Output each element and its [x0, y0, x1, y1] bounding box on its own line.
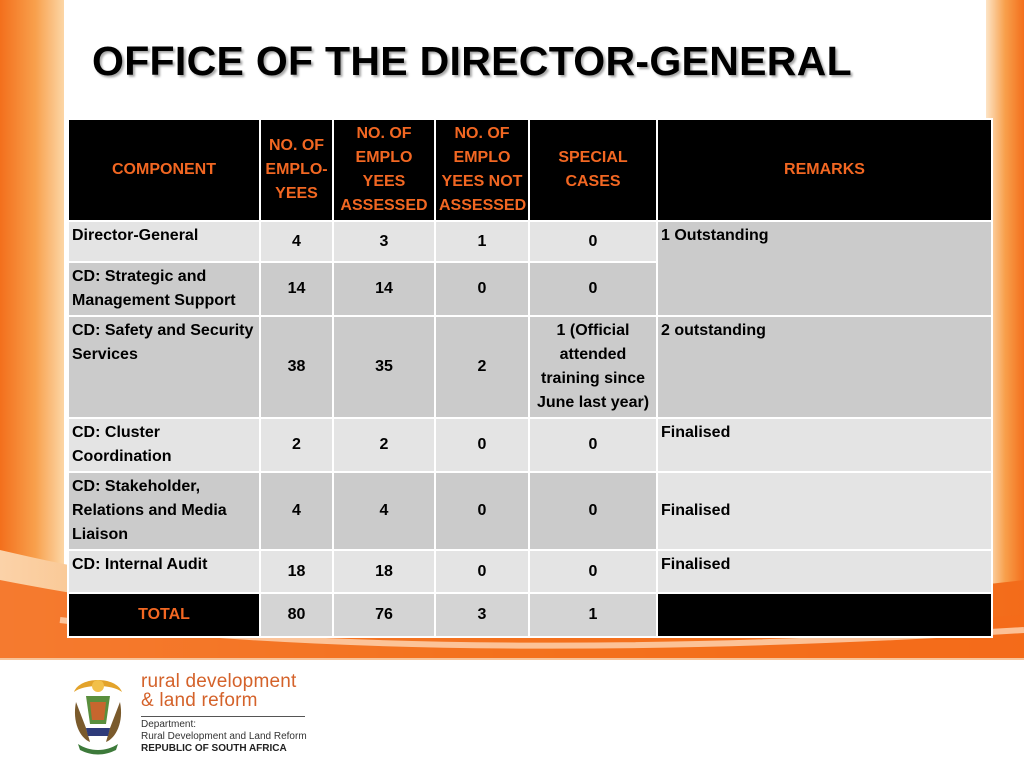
- department-label: Department:: [141, 719, 197, 730]
- header-remarks: REMARKS: [657, 119, 992, 221]
- component-cell: CD: Cluster Coordination: [68, 418, 260, 472]
- header-component: COMPONENT: [68, 119, 260, 221]
- total-not-assessed: 3: [435, 593, 529, 637]
- brand-line-1: rural development: [141, 671, 297, 692]
- not-assessed-cell: 1: [435, 221, 529, 262]
- total-employees: 80: [260, 593, 333, 637]
- table-row: [68, 550, 992, 593]
- not-assessed-cell: 0: [435, 418, 529, 472]
- employees-cell: 18: [260, 550, 333, 593]
- table-row: [68, 316, 992, 418]
- header-assessed: NO. OF EMPLO YEES ASSESSED: [333, 119, 435, 221]
- remarks-cell: Finalised: [657, 550, 992, 593]
- total-row: [68, 593, 992, 637]
- employees-cell: 38: [260, 316, 333, 418]
- employees-cell: 2: [260, 418, 333, 472]
- table-row: [68, 418, 992, 472]
- remarks-cell: 2 outstanding: [657, 316, 992, 418]
- assessed-cell: 14: [333, 262, 435, 316]
- employees-cell: 4: [260, 221, 333, 262]
- employees-cell: 4: [260, 472, 333, 550]
- department-name: Rural Development and Land Reform: [141, 731, 307, 742]
- total-remarks-blank: [657, 593, 992, 637]
- department-branding: [141, 672, 307, 755]
- country-name: REPUBLIC OF SOUTH AFRICA: [141, 743, 287, 754]
- page-title: OFFICE OF THE DIRECTOR-GENERAL: [92, 38, 852, 84]
- not-assessed-cell: 0: [435, 262, 529, 316]
- component-cell: CD: Strategic and Management Support: [68, 262, 260, 316]
- remarks-cell: Finalised: [657, 418, 992, 472]
- not-assessed-cell: 2: [435, 316, 529, 418]
- special-cases-cell: 0: [529, 221, 657, 262]
- special-cases-cell: 0: [529, 418, 657, 472]
- table-row: [68, 472, 992, 550]
- table-row: [68, 221, 992, 262]
- component-cell: Director-General: [68, 221, 260, 262]
- not-assessed-cell: 0: [435, 550, 529, 593]
- brand-line-2: & land reform: [141, 690, 258, 711]
- component-cell: CD: Internal Audit: [68, 550, 260, 593]
- assessed-cell: 2: [333, 418, 435, 472]
- remarks-cell: 1 Outstanding: [657, 221, 992, 316]
- employee-assessment-table: [67, 118, 993, 638]
- remarks-cell: Finalised: [657, 472, 992, 550]
- special-cases-cell: 1 (Official attended training since June last year): [529, 316, 657, 418]
- assessed-cell: 3: [333, 221, 435, 262]
- component-cell: CD: Stakeholder, Relations and Media Liaison: [68, 472, 260, 550]
- assessed-cell: 35: [333, 316, 435, 418]
- total-special-cases: 1: [529, 593, 657, 637]
- total-label: TOTAL: [68, 593, 260, 637]
- coat-of-arms-icon: [66, 672, 130, 758]
- header-employees: NO. OF EMPLO-YEES: [260, 119, 333, 221]
- footer-divider: [0, 658, 1024, 660]
- header-special-cases: SPECIAL CASES: [529, 119, 657, 221]
- header-row: [68, 119, 992, 221]
- employees-cell: 14: [260, 262, 333, 316]
- special-cases-cell: 0: [529, 262, 657, 316]
- special-cases-cell: 0: [529, 550, 657, 593]
- component-cell: CD: Safety and Security Services: [68, 316, 260, 418]
- assessed-cell: 18: [333, 550, 435, 593]
- not-assessed-cell: 0: [435, 472, 529, 550]
- assessed-cell: 4: [333, 472, 435, 550]
- total-assessed: 76: [333, 593, 435, 637]
- special-cases-cell: 0: [529, 472, 657, 550]
- header-not-assessed: NO. OF EMPLO YEES NOT ASSESSED: [435, 119, 529, 221]
- brand-divider: [141, 716, 305, 717]
